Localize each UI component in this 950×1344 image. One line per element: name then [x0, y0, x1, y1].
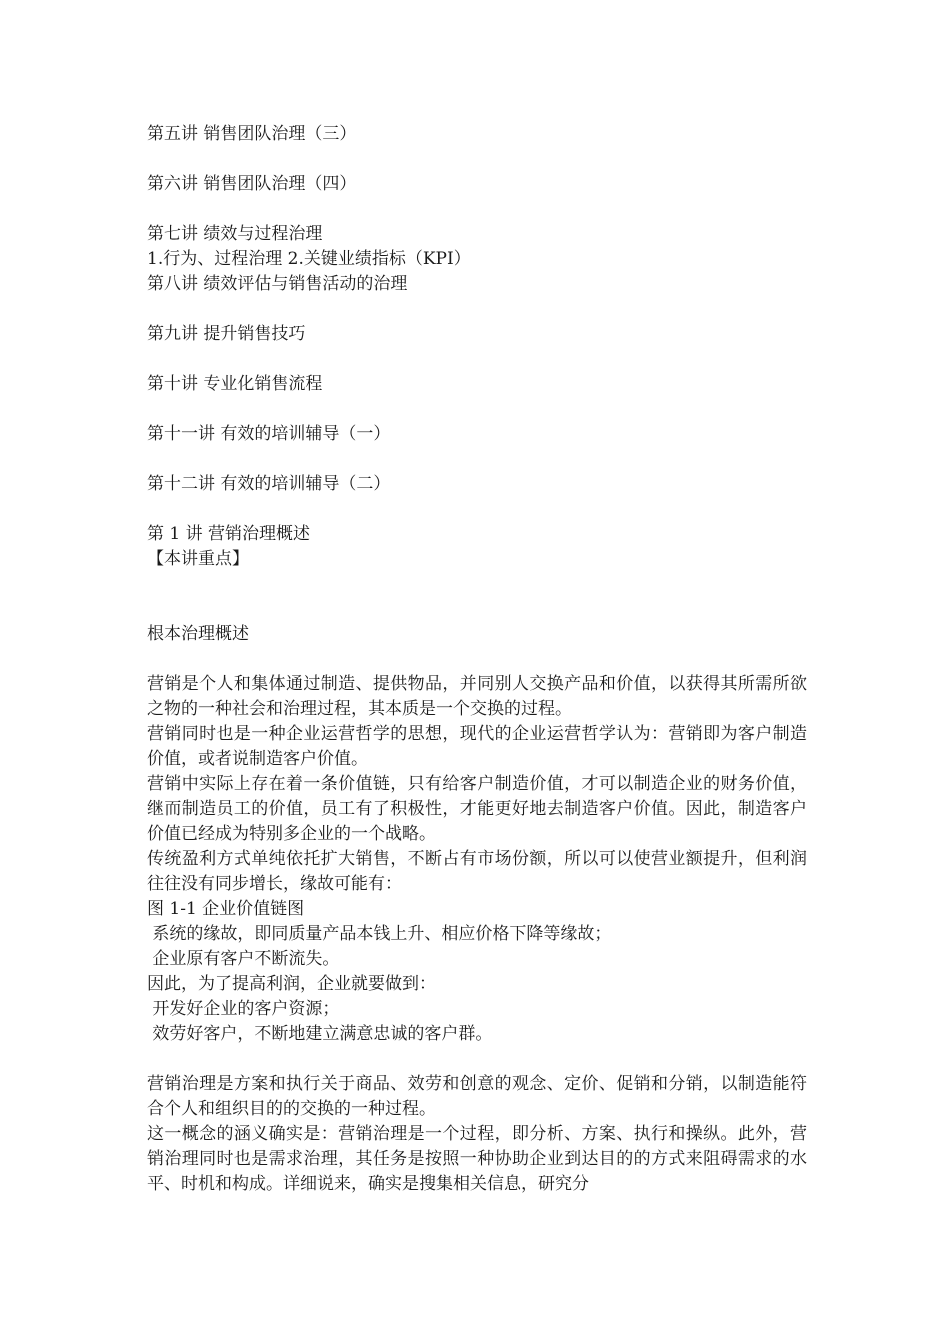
- lecture-9-title: 第九讲 提升销售技巧: [147, 324, 306, 344]
- reason-item: 系统的缘故，即同质量产品本钱上升、相应价格下降等缘故；: [147, 924, 612, 944]
- paragraph-marketing-management: 营销治理是方案和执行关于商品、效劳和创意的观念、定价、促销和分销，以制造能符合个人和组织目的的交换的一种过程。: [147, 1074, 807, 1119]
- paragraph-concept-meaning: 这一概念的涵义确实是：营销治理是一个过程，即分析、方案、执行和操纵。此外，营销治理同时也是需求治理，其任务是按照一种协助企业到达目的的方式来阻碍需求的水平、时机和构成。详细说来，确实是搜集相关信息，研究分: [147, 1124, 807, 1194]
- lecture-6-title: 第六讲 销售团队治理（四）: [147, 174, 357, 194]
- lecture-7-subtopics: 1.行为、过程治理 2.关键业绩指标（KPI）: [147, 249, 471, 269]
- lecture-10-title: 第十讲 专业化销售流程: [147, 374, 323, 394]
- todo-item: 效劳好客户，不断地建立满意忠诚的客户群。: [147, 1024, 493, 1044]
- lecture-7-title: 第七讲 绩效与过程治理: [147, 224, 323, 244]
- lecture-11-title: 第十一讲 有效的培训辅导（一）: [147, 424, 391, 444]
- lecture-12-title: 第十二讲 有效的培训辅导（二）: [147, 474, 391, 494]
- lecture-1-title: 第 1 讲 营销治理概述: [147, 524, 311, 544]
- paragraph-marketing-philosophy: 营销同时也是一种企业运营哲学的思想，现代的企业运营哲学认为：营销即为客户制造价值，或者说制造客户价值。: [147, 724, 807, 769]
- paragraph-value-chain: 营销中实际上存在着一条价值链，只有给客户制造价值，才可以制造企业的财务价值，继而制造员工的价值，员工有了积极性，才能更好地去制造客户价值。因此，制造客户价值已经成为特别多企业的一个战略。: [147, 774, 807, 844]
- document-page: [147, 122, 807, 1197]
- reason-item: 企业原有客户不断流失。: [147, 949, 340, 969]
- todo-item: 开发好企业的客户资源；: [147, 999, 340, 1019]
- therefore-line: 因此，为了提高利润，企业就要做到：: [147, 974, 436, 994]
- section-title: 根本治理概述: [147, 624, 249, 644]
- paragraph-traditional-profit: 传统盈利方式单纯依托扩大销售，不断占有市场份额，所以可以使营业额提升，但利润往往没有同步增长，缘故可能有：: [147, 849, 807, 894]
- paragraph-marketing-definition: 营销是个人和集体通过制造、提供物品，并同别人交换产品和价值，以获得其所需所欲之物的一种社会和治理过程，其本质是一个交换的过程。: [147, 674, 807, 719]
- lecture-5-title: 第五讲 销售团队治理（三）: [147, 124, 357, 144]
- key-points-heading: 【本讲重点】: [147, 549, 249, 569]
- lecture-8-title: 第八讲 绩效评估与销售活动的治理: [147, 274, 408, 294]
- figure-caption: 图 1-1 企业价值链图: [147, 899, 305, 919]
